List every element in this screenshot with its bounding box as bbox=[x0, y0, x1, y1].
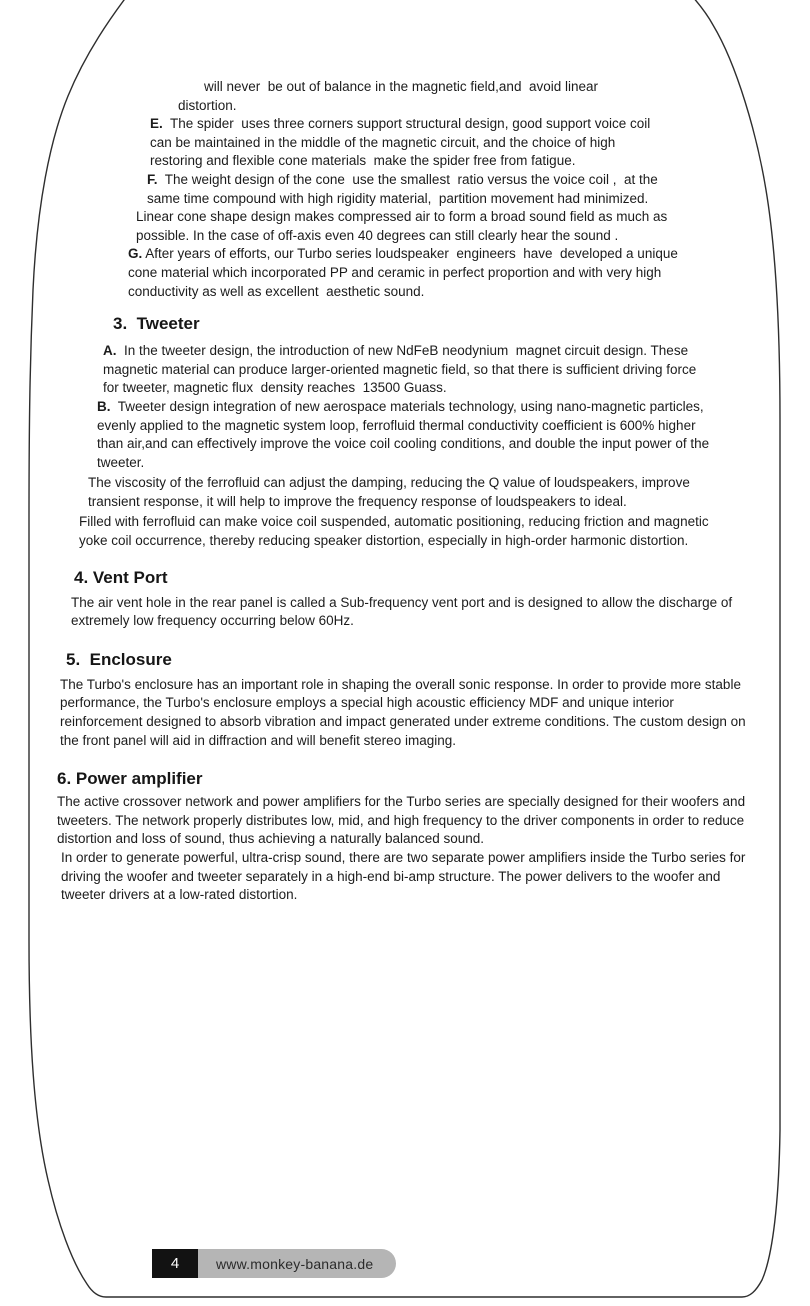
item-label-g: G. bbox=[128, 246, 143, 262]
item-text-a: In the tweeter design, the introduction of new NdFeB neodynium magnet circuit design. These magnetic material can produce larger-oriented magnetic field, so that there is sufficient driving force for tweeter, magnetic flux density reaches 13500 Guass. bbox=[103, 343, 701, 396]
item-label-e: E. bbox=[150, 116, 163, 132]
item-text-f: The weight design of the cone use the smallest ratio versus the voice coil , at the same time compound with high rigidity material, partition movement had minimized. bbox=[147, 171, 662, 206]
vent-port-paragraph: The air vent hole in the rear panel is called a Sub-frequency vent port and is designed to allow the discharge of extremely low frequency occurring below 60Hz. bbox=[71, 594, 736, 629]
item-label-b: B. bbox=[97, 398, 111, 414]
cone-item-g bbox=[128, 245, 688, 301]
power-amplifier-paragraph-1: The active crossover network and power amplifiers for the Turbo series are specially designed for their woofers and tweeters. The network properly distributes low, mid, and high frequency to the driver components in order to reduce distortion and loss of sound, thus achieving a naturally balanced sound. bbox=[57, 794, 749, 847]
website-text: www.monkey-banana.de bbox=[216, 1255, 374, 1272]
section-heading-vent-port: 4. Vent Port bbox=[74, 567, 168, 587]
item-text-e: The spider uses three corners support structural design, good support voice coil can be maintained in the middle of the magnetic circuit, and the choice of high restoring and flexible cone materials make the spider free from fatigue. bbox=[150, 116, 655, 169]
page-footer bbox=[152, 1249, 396, 1278]
power-amplifier-paragraph-2: In order to generate powerful, ultra-crisp sound, there are two separate power amplifiers inside the Turbo series for driving the woofer and tweeter separately in a high-end bi-amp structure. The power delivers to the woofer and tweeter drivers at a low-rated distortion. bbox=[61, 850, 750, 903]
tweeter-viscosity-paragraph: The viscosity of the ferrofluid can adjust the damping, reducing the Q value of loudspeakers, improve transient response, it will help to improve the frequency response of loudspeakers to ideal. bbox=[88, 475, 694, 509]
section-heading-enclosure: 5. Enclosure bbox=[66, 649, 172, 669]
item-text-g: After years of efforts, our Turbo series loudspeaker engineers have developed a unique cone material which incorporated PP and ceramic in perfect proportion and with very high conductivity as well as excellent aesthetic sound. bbox=[128, 246, 682, 299]
cone-item-f bbox=[147, 171, 662, 208]
continuation-line-2: distortion. bbox=[178, 97, 237, 113]
website-bar bbox=[198, 1249, 396, 1278]
tweeter-item-b bbox=[97, 398, 717, 472]
linear-cone-paragraph: Linear cone shape design makes compressed air to form a broad sound field as much as possible. In the case of off-axis even 40 degrees can still clearly hear the sound . bbox=[136, 209, 672, 243]
tweeter-ferrofluid-paragraph: Filled with ferrofluid can make voice coil suspended, automatic positioning, reducing friction and magnetic yoke coil occurrence, thereby reducing speaker distortion, especially in high-order harmonic distortion. bbox=[79, 514, 713, 549]
item-text-b: Tweeter design integration of new aerospace materials technology, using nano-magnetic particles, evenly applied to the magnetic system loop, ferrofluid thermal conductivity coefficient is 600% higher than air,and can effectively improve the voice coil cooling conditions, and double the input power of the tweeter. bbox=[97, 398, 713, 470]
tweeter-item-a bbox=[103, 342, 699, 398]
enclosure-paragraph: The Turbo's enclosure has an important role in shaping the overall sonic response. In order to provide more stable performance, the Turbo's enclosure employs a special high acoustic efficiency MDF and unique interior reinforcement designed to absorb vibration and impact generated under extreme conditions. The custom design on the front panel will aid in diffraction and will benefit stereo imaging. bbox=[60, 676, 750, 748]
section-heading-tweeter: 3. Tweeter bbox=[113, 314, 200, 334]
item-label-a: A. bbox=[103, 343, 117, 359]
cone-item-e bbox=[150, 115, 658, 171]
continuation-line-1: will never be out of balance in the magnetic field,and avoid linear bbox=[204, 79, 598, 94]
section-heading-power-amplifier: 6. Power amplifier bbox=[57, 769, 203, 789]
page-number-badge: 4 bbox=[152, 1249, 198, 1278]
item-label-f: F. bbox=[147, 171, 158, 187]
cone-section-continuation bbox=[178, 78, 656, 115]
